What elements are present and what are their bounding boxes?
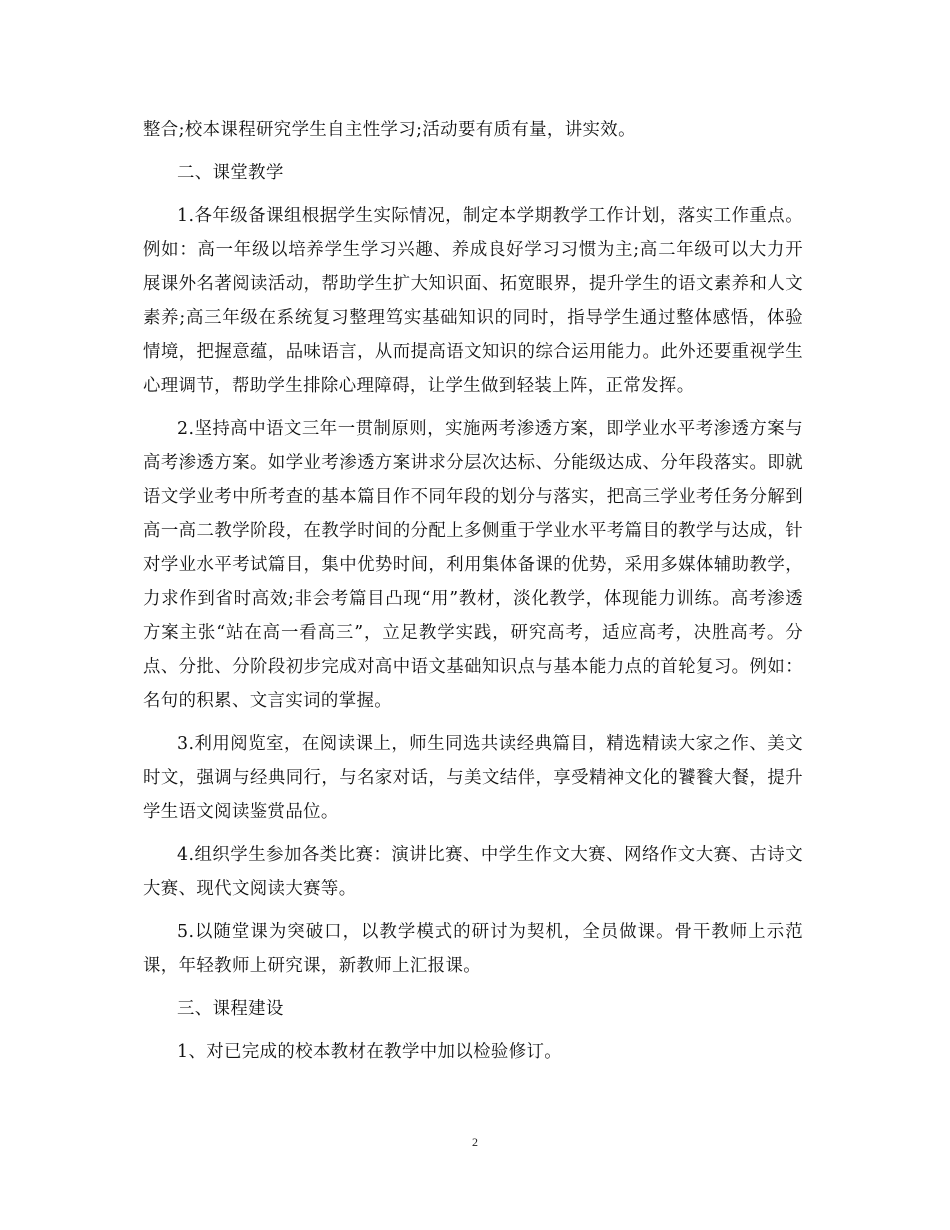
paragraph-item-4: 4.组织学生参加各类比赛：演讲比赛、中学生作文大赛、网络作文大赛、古诗文大赛、现代文阅读大赛等。 <box>143 845 803 899</box>
document-body <box>143 113 803 1078</box>
section-heading-curriculum: 三、课程建设 <box>177 999 284 1019</box>
paragraph-item-5: 5.以随堂课为突破口，以教学模式的研讨为契机，全员做课。骨干教师上示范课，年轻教师上研究课，新教师上汇报课。 <box>143 922 803 976</box>
paragraph-item-3: 3.利用阅览室，在阅读课上，师生同选共读经典篇目，精选精读大家之作、美文时文，强调与经典同行，与名家对话，与美文结伴，享受精神文化的饕餮大餐，提升学生语文阅读鉴赏品位。 <box>143 734 803 822</box>
paragraph-curriculum-item-1: 1、对已完成的校本教材在教学中加以检验修订。 <box>177 1042 563 1062</box>
paragraph-item-2: 2.坚持高中语文三年一贯制原则，实施两考渗透方案，即学业水平考渗透方案与高考渗透方案。如学业考渗透方案讲求分层次达标、分能级达成、分年段落实。即就语文学业考中所考查的基本篇目作不同年段的划分与落实，把高三学业考任务分解到高一高二教学阶段，在教学时间的分配上多侧重于学业水平考篇目的教学与达成，针对学业水平考试篇目，集中优势时间，利用集体备课的优势，采用多媒体辅助教学，力求作到省时高效;非会考篇目凸现“用”教材，淡化教学，体现能力训练。高考渗透方案主张“站在高一看高三”，立足教学实践，研究高考，适应高考，决胜高考。分点、分批、分阶段初步完成对高中语文基础知识点与基本能力点的首轮复习。例如：名句的积累、文言实词的掌握。 <box>143 419 803 711</box>
paragraph-continuation: 整合;校本课程研究学生自主性学习;活动要有质有量，讲实效。 <box>143 120 636 140</box>
section-heading-classroom-teaching: 二、课堂教学 <box>177 163 284 183</box>
page-number: 2 <box>472 1135 478 1149</box>
paragraph-item-1: 1.各年级备课组根据学生实际情况，制定本学期教学工作计划，落实工作重点。例如：高一年级以培养学生学习兴趣、养成良好学习习惯为主;高二年级可以大力开展课外名著阅读活动，帮助学生扩大知识面、拓宽眼界，提升学生的语文素养和人文素养;高三年级在系统复习整理笃实基础知识的同时，指导学生通过整体感悟，体验情境，把握意蕴，品味语言，从而提高语文知识的综合运用能力。此外还要重视学生心理调节，帮助学生排除心理障碍，让学生做到轻装上阵，正常发挥。 <box>143 206 803 396</box>
